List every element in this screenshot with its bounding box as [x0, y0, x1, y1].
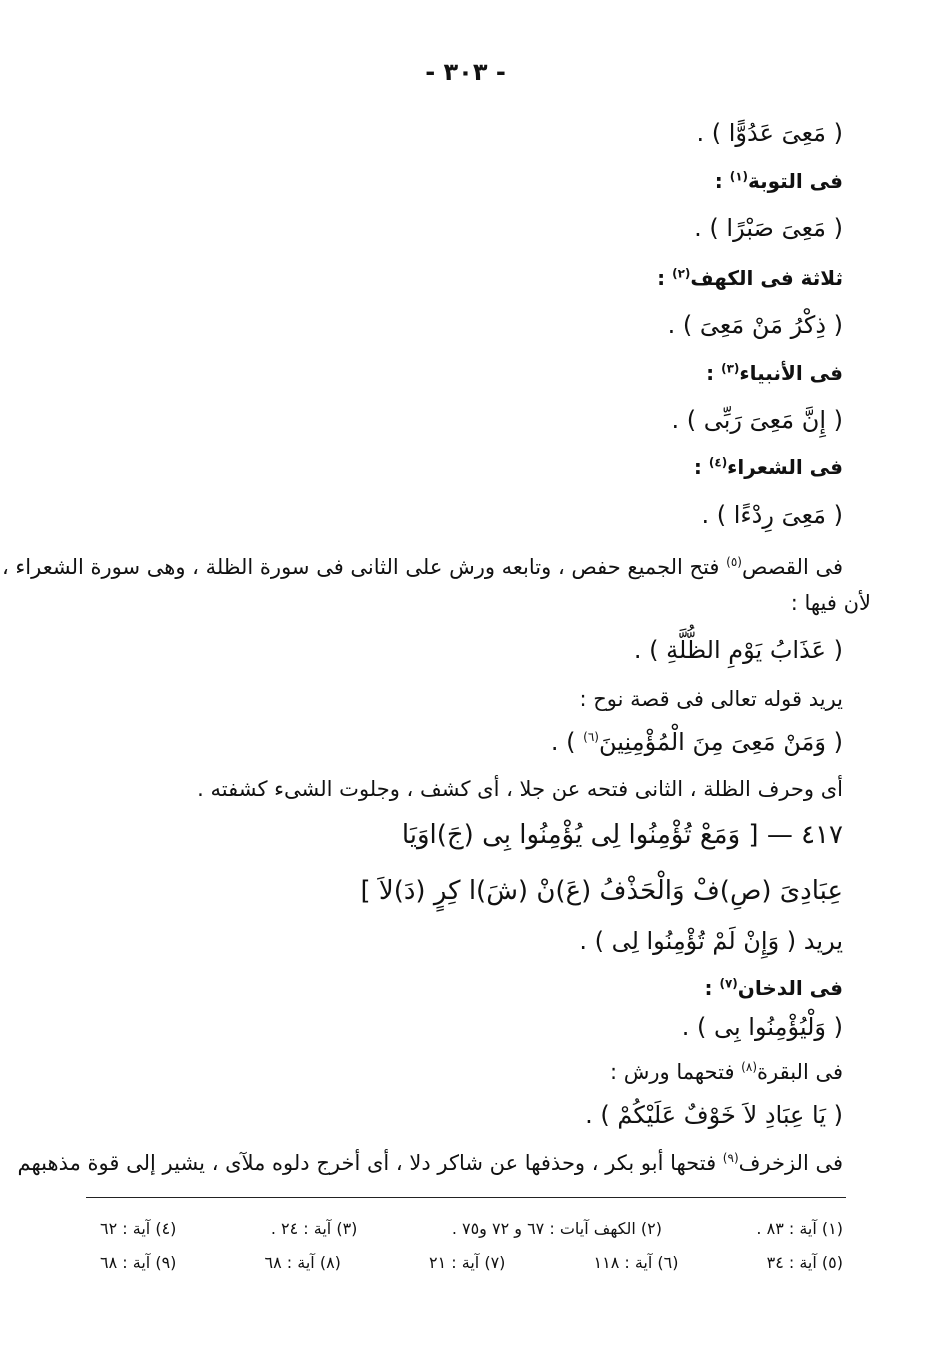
heading-text: فى الأنبياء	[739, 361, 843, 385]
footnote-3: (٣) آية : ٢٤ .	[270, 1219, 358, 1238]
page-number: - ٣٠٣ -	[425, 58, 506, 86]
commentary-text: فتحها أبو بكر ، وحذفها عن شاكر دلا ، أى أخرج دلوه ملآى ، يشير إلى قوة مذهبهم	[17, 1151, 717, 1175]
surah-heading	[705, 973, 843, 1003]
footnote-9: (٩) آية : ٦٨	[100, 1253, 177, 1272]
quranic-quote: ( وَلْيُؤْمِنُوا بِى ) .	[681, 1013, 843, 1041]
footnote-marker: (١)	[729, 169, 748, 184]
quranic-quote	[551, 727, 843, 757]
footnote-1: (١) آية : ٨٣ .	[756, 1219, 843, 1238]
quranic-quote: ( إِنَّ مَعِىَ رَبِّى ) .	[671, 406, 843, 434]
heading-text: فى التوبة	[748, 169, 843, 193]
commentary-line	[1, 552, 843, 582]
footnote-6: (٦) آية : ١١٨	[593, 1253, 679, 1272]
colon: :	[693, 455, 702, 479]
footnote-8: (٨) آية : ٦٨	[264, 1253, 341, 1272]
heading-text: فى الشعراء	[727, 455, 843, 479]
quranic-quote: ( عَذَابُ يَوْمِ الظُّلَّةِ ) .	[633, 636, 843, 664]
poem-verse-417-second-half: عِبَادِىَ (صِ)فْ وَالْحَذْفُ (عَ)نْ (شَ)ا كِرٍ (دَ)لاَ ]	[360, 876, 843, 906]
heading-text: ثلاثة فى الكهف	[690, 266, 843, 290]
footnote-marker: (٨)	[741, 1060, 757, 1074]
footnote-marker: (٧)	[719, 976, 738, 991]
commentary-line	[17, 1148, 843, 1178]
footnote-divider	[86, 1197, 846, 1198]
footnote-4: (٤) آية : ٦٢	[100, 1219, 177, 1238]
surah-heading	[694, 452, 843, 482]
quranic-quote: ( يَا عِبَادِ لاَ خَوْفٌ عَلَيْكُمْ ) .	[585, 1101, 843, 1129]
quote-close: ) .	[550, 728, 576, 756]
heading-text: فى الدخان	[737, 976, 843, 1000]
surah-heading	[657, 263, 843, 293]
poem-verse-417: ٤١٧ — [ وَمَعْ تُؤْمِنُوا لِى يُؤْمِنُوا بِى (جَ)اوَيَا	[401, 820, 843, 850]
footnote-2: (٢) الكهف آيات : ٦٧ و ٧٢ و٧٥ .	[451, 1219, 663, 1238]
colon: :	[657, 266, 666, 290]
colon: :	[714, 169, 723, 193]
quranic-quote: ( مَعِىَ صَبْرًا ) .	[694, 214, 843, 242]
footnote-marker: (٣)	[721, 361, 740, 376]
heading-text: فى القصص	[741, 555, 843, 579]
footnote-5: (٥) آية : ٣٤	[766, 1253, 843, 1272]
colon: :	[704, 976, 713, 1000]
commentary-text: فتح الجميع حفص ، وتابعه ورش على الثانى فى سورة الظلة ، وهى سورة الشعراء ،	[1, 555, 720, 579]
footnote-7: (٧) آية : ٢١	[429, 1253, 506, 1272]
footnote-marker: (٩)	[722, 1151, 739, 1165]
heading-text: فى البقرة	[757, 1060, 843, 1084]
colon: :	[706, 361, 715, 385]
commentary-line: يريد ( وَإِنْ لَمْ تُؤْمِنُوا لِى ) .	[579, 927, 843, 955]
commentary-line	[610, 1057, 843, 1087]
footnote-marker: (٦)	[583, 730, 599, 744]
footnotes-row-2	[100, 1252, 843, 1274]
surah-heading	[715, 166, 843, 196]
heading-text: فى الزخرف	[738, 1151, 843, 1175]
footnote-marker: (٤)	[708, 455, 728, 470]
commentary-line: يريد قوله تعالى فى قصة نوح :	[579, 687, 843, 711]
footnote-marker: (٥)	[726, 555, 742, 569]
commentary-line: أى وحرف الظلة ، الثانى فتحه عن جلا ، أى كشف ، وجلوت الشىء كشفته .	[197, 777, 843, 801]
quranic-quote: ( مَعِىَ عَدُوًّا ) .	[696, 119, 843, 147]
footnote-marker: (٢)	[672, 266, 691, 281]
quranic-quote: ( مَعِىَ رِدْءًا ) .	[701, 501, 843, 529]
commentary-line: لأن فيها :	[790, 591, 871, 615]
commentary-text: فتحهما ورش :	[609, 1060, 735, 1084]
quote-text: ( وَمَنْ مَعِىَ مِنَ الْمُؤْمِنِينَ	[598, 728, 843, 756]
footnotes-row-1	[100, 1218, 843, 1240]
quranic-quote: ( ذِكْرُ مَنْ مَعِىَ ) .	[667, 311, 843, 339]
surah-heading	[706, 358, 843, 388]
